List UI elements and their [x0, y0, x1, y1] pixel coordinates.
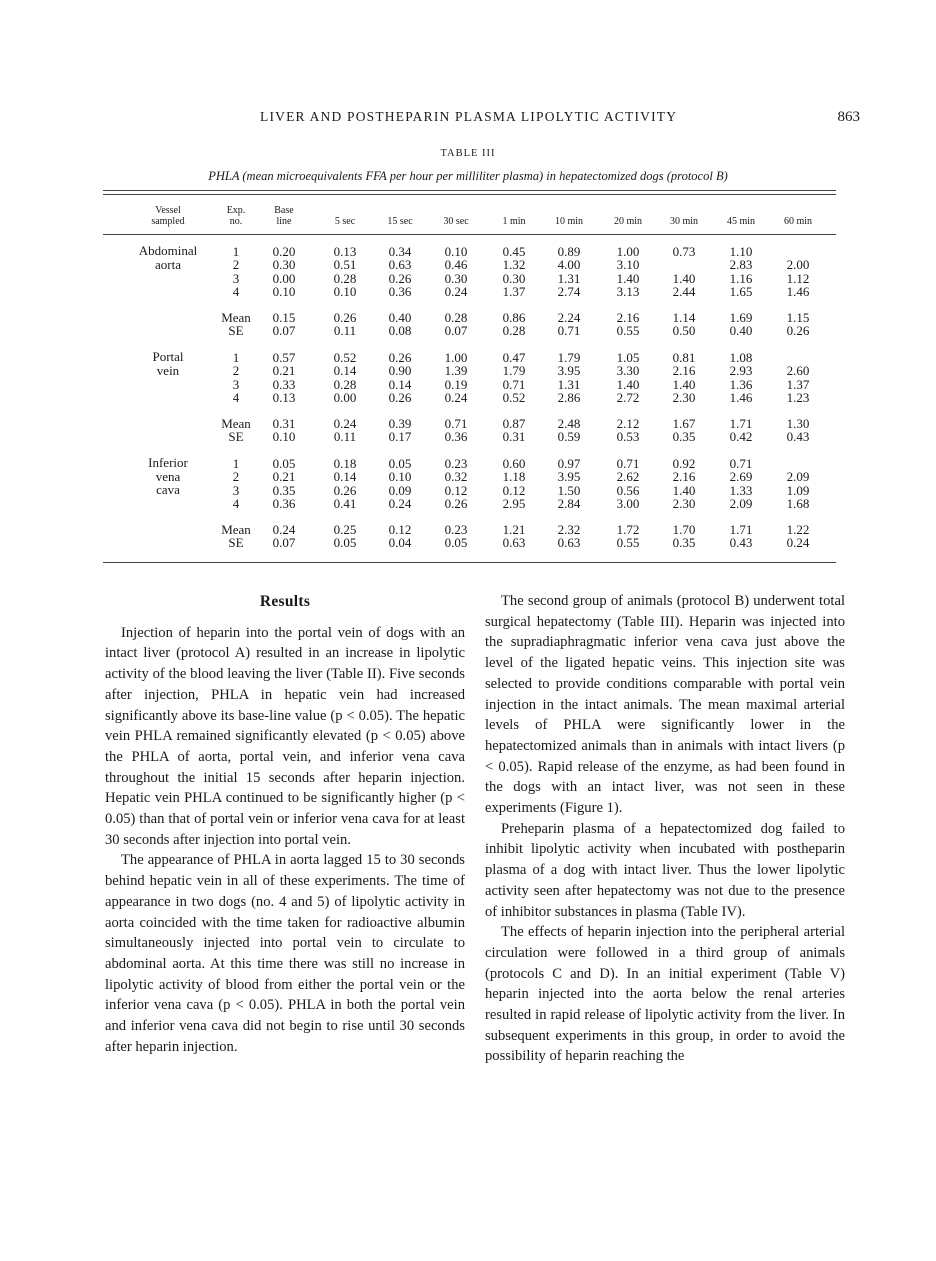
exp-cell: Mean: [221, 309, 251, 325]
value-cell: 0.31: [272, 415, 296, 431]
value-cell: 0.32: [444, 469, 468, 485]
value-cell: 2.44: [672, 284, 696, 300]
value-cell: 2.84: [557, 496, 581, 512]
value-cell: 0.63: [502, 535, 526, 550]
value-cell: 2.62: [616, 469, 640, 485]
value-cell: 0.26: [786, 323, 810, 338]
value-cell: 3.13: [616, 284, 640, 300]
exp-cell: 1: [232, 244, 240, 259]
value-cell: 0.35: [672, 535, 696, 550]
mean-row: [0, 522, 936, 536]
page-number: 863: [837, 109, 860, 125]
value-cell: 2.83: [729, 257, 753, 273]
value-cell: 0.59: [557, 429, 581, 444]
value-cell: 1.40: [672, 376, 696, 392]
value-cell: 0.36: [272, 496, 296, 512]
value-cell: 3.30: [616, 363, 640, 379]
table-top-rule-2: [103, 194, 836, 195]
value-cell: 1.12: [786, 270, 810, 286]
value-cell: 0.15: [272, 309, 296, 325]
value-cell: 0.43: [729, 535, 753, 550]
value-cell: 1.31: [557, 376, 581, 392]
value-cell: 0.30: [502, 270, 526, 286]
value-cell: 0.35: [672, 429, 696, 444]
value-cell: 0.81: [672, 350, 696, 365]
value-cell: 0.21: [272, 363, 296, 379]
value-cell: 0.13: [272, 390, 296, 406]
mean-row: [0, 310, 936, 324]
paragraph: The appearance of PHLA in aorta lagged 15 to 30 seconds behind hepatic vein in all of these experiments. The time of appearance in two dogs (no. 4 and 5) of lipolytic activity in aorta coincided with the time taken for radioactive albumin simultaneously injected into portal vein to circulate to abdominal aorta. At this time there was still no increase in lipolytic activity of blood from either the portal vein or the inferior vena cava (p < 0.05). PHLA in both the portal vein and inferior vena cava did not begin to rise until 30 seconds after heparin injection.: [105, 852, 465, 1055]
value-cell: 1.33: [729, 482, 753, 498]
value-cell: 1.40: [672, 270, 696, 286]
value-cell: 1.46: [786, 284, 810, 300]
value-cell: 2.86: [557, 390, 581, 406]
value-cell: 0.43: [786, 429, 810, 444]
value-cell: 0.23: [444, 456, 468, 471]
value-cell: 0.36: [388, 284, 412, 300]
value-cell: 0.86: [502, 309, 526, 325]
table-row: [0, 469, 936, 483]
value-cell: 1.36: [729, 376, 753, 392]
value-cell: 0.36: [444, 429, 468, 444]
value-cell: 0.20: [272, 244, 296, 259]
table-row: [0, 284, 936, 298]
exp-cell: 3: [232, 270, 240, 286]
value-cell: 1.00: [616, 244, 640, 259]
table-caption: PHLA (mean microequivalents FFA per hour per milliliter plasma) in hepatectomized dogs (protocol B): [208, 169, 728, 183]
table-row: [0, 244, 936, 258]
value-cell: 0.28: [502, 323, 526, 338]
value-cell: 0.30: [272, 257, 296, 273]
value-cell: 4.00: [557, 257, 581, 273]
value-cell: 0.11: [333, 429, 357, 444]
value-cell: 1.79: [502, 363, 526, 379]
value-cell: 0.30: [444, 270, 468, 286]
value-cell: 0.05: [388, 456, 412, 471]
value-cell: 1.71: [729, 521, 753, 537]
col-header-vessel: Vessel sampled: [151, 205, 185, 227]
col-header-time: 1 min: [502, 216, 526, 227]
value-cell: 2.93: [729, 363, 753, 379]
value-cell: 1.21: [502, 521, 526, 537]
col-header-time: 45 min: [726, 216, 756, 227]
value-cell: 0.11: [333, 323, 357, 338]
exp-cell: 4: [232, 496, 240, 512]
running-head-title: LIVER AND POSTHEPARIN PLASMA LIPOLYTIC ACTIVITY: [260, 109, 678, 124]
value-cell: 0.47: [502, 350, 526, 365]
value-cell: 0.24: [388, 496, 412, 512]
value-cell: 2.74: [557, 284, 581, 300]
value-cell: 1.05: [616, 350, 640, 365]
value-cell: 1.00: [444, 350, 468, 365]
col-header-time: 30 min: [669, 216, 699, 227]
value-cell: 1.14: [672, 309, 696, 325]
value-cell: 2.69: [729, 469, 753, 485]
value-cell: 0.35: [272, 482, 296, 498]
value-cell: 0.41: [333, 496, 357, 512]
vessel-label-line: aorta: [155, 256, 181, 272]
value-cell: 0.05: [444, 535, 468, 550]
value-cell: 0.07: [272, 323, 296, 338]
exp-cell: 2: [232, 257, 240, 273]
value-cell: 0.12: [444, 482, 468, 498]
value-cell: 1.22: [786, 521, 810, 537]
table-bottom-rule: [103, 562, 836, 563]
value-cell: 0.17: [388, 429, 412, 444]
vessel-label-line: vein: [156, 362, 180, 378]
value-cell: 3.95: [557, 363, 581, 379]
exp-cell: 3: [232, 376, 240, 392]
value-cell: 2.00: [786, 257, 810, 273]
value-cell: 1.31: [557, 270, 581, 286]
value-cell: 0.19: [444, 376, 468, 392]
table-top-rule: [103, 190, 836, 191]
col-header-time: 20 min: [613, 216, 643, 227]
value-cell: 0.26: [333, 309, 357, 325]
exp-cell: 1: [232, 456, 240, 471]
value-cell: 0.92: [672, 456, 696, 471]
value-cell: 1.40: [616, 376, 640, 392]
value-cell: 0.55: [616, 535, 640, 550]
value-cell: 2.09: [786, 469, 810, 485]
vessel-label-line: vena: [155, 468, 181, 484]
value-cell: 3.95: [557, 469, 581, 485]
value-cell: 0.42: [729, 429, 753, 444]
value-cell: 0.45: [502, 244, 526, 259]
value-cell: 0.24: [444, 390, 468, 406]
value-cell: 0.71: [557, 323, 581, 338]
value-cell: 0.63: [388, 257, 412, 273]
value-cell: 0.24: [444, 284, 468, 300]
value-cell: 0.24: [333, 415, 357, 431]
value-cell: 0.09: [388, 482, 412, 498]
exp-cell: 1: [232, 350, 240, 365]
value-cell: 2.16: [672, 469, 696, 485]
value-cell: 2.72: [616, 390, 640, 406]
value-cell: 0.07: [444, 323, 468, 338]
value-cell: 0.00: [272, 270, 296, 286]
value-cell: 0.13: [333, 244, 357, 259]
table-row: [0, 390, 936, 404]
value-cell: 0.26: [388, 270, 412, 286]
vessel-label-line: Portal: [152, 349, 184, 364]
value-cell: 0.46: [444, 257, 468, 273]
exp-cell: 2: [232, 363, 240, 379]
right-column: [485, 591, 845, 1067]
value-cell: 0.26: [444, 496, 468, 512]
value-cell: 0.50: [672, 323, 696, 338]
value-cell: 0.52: [502, 390, 526, 406]
value-cell: 0.14: [333, 363, 357, 379]
value-cell: 1.69: [729, 309, 753, 325]
value-cell: 0.12: [388, 521, 412, 537]
value-cell: 2.09: [729, 496, 753, 512]
value-cell: 0.10: [333, 284, 357, 300]
value-cell: 0.63: [557, 535, 581, 550]
value-cell: 0.05: [272, 456, 296, 471]
value-cell: 0.71: [444, 415, 468, 431]
value-cell: 1.39: [444, 363, 468, 379]
value-cell: 1.70: [672, 521, 696, 537]
mean-row: [0, 416, 936, 430]
value-cell: 1.40: [672, 482, 696, 498]
value-cell: 0.60: [502, 456, 526, 471]
value-cell: 0.87: [502, 415, 526, 431]
value-cell: 0.97: [557, 456, 581, 471]
col-header-time: 60 min: [783, 216, 813, 227]
vessel-label-line: Abdominal: [138, 243, 198, 258]
value-cell: 2.24: [557, 309, 581, 325]
value-cell: 2.16: [672, 363, 696, 379]
value-cell: 0.05: [333, 535, 357, 550]
table-row: [0, 496, 936, 510]
value-cell: 0.52: [333, 350, 357, 365]
table-row: [0, 377, 936, 391]
value-cell: 1.68: [786, 496, 810, 512]
value-cell: 0.28: [444, 309, 468, 325]
value-cell: 1.16: [729, 270, 753, 286]
exp-cell: 2: [232, 469, 240, 485]
value-cell: 1.67: [672, 415, 696, 431]
results-heading: Results: [259, 593, 311, 610]
table-label: TABLE III: [440, 148, 496, 159]
value-cell: 0.31: [502, 429, 526, 444]
value-cell: 0.28: [333, 376, 357, 392]
value-cell: 0.21: [272, 469, 296, 485]
value-cell: 3.00: [616, 496, 640, 512]
value-cell: 0.26: [388, 350, 412, 365]
vessel-label-line: Inferior: [148, 455, 188, 470]
value-cell: 0.34: [388, 244, 412, 259]
value-cell: 2.30: [672, 390, 696, 406]
value-cell: 3.10: [616, 257, 640, 273]
exp-cell: 4: [232, 284, 240, 300]
value-cell: 0.53: [616, 429, 640, 444]
value-cell: 1.71: [729, 415, 753, 431]
value-cell: 1.32: [502, 257, 526, 273]
col-header-time: 10 min: [554, 216, 584, 227]
exp-cell: SE: [228, 429, 244, 444]
exp-cell: SE: [228, 323, 244, 338]
col-header-time: 30 sec: [443, 216, 469, 227]
value-cell: 0.51: [333, 257, 357, 273]
value-cell: 0.71: [729, 456, 753, 471]
value-cell: 0.28: [333, 270, 357, 286]
exp-cell: Mean: [221, 415, 251, 431]
col-header-time: 15 sec: [387, 216, 413, 227]
value-cell: 1.79: [557, 350, 581, 365]
value-cell: 0.14: [333, 469, 357, 485]
value-cell: 1.18: [502, 469, 526, 485]
value-cell: 0.10: [388, 469, 412, 485]
value-cell: 0.14: [388, 376, 412, 392]
value-cell: 2.30: [672, 496, 696, 512]
value-cell: 0.71: [616, 456, 640, 471]
value-cell: 1.10: [729, 244, 753, 259]
value-cell: 0.04: [388, 535, 412, 550]
value-cell: 1.65: [729, 284, 753, 300]
value-cell: 0.07: [272, 535, 296, 550]
se-row: [0, 535, 936, 549]
value-cell: 0.23: [444, 521, 468, 537]
value-cell: 1.23: [786, 390, 810, 406]
value-cell: 1.30: [786, 415, 810, 431]
exp-cell: 4: [232, 390, 240, 406]
table-header-rule: [103, 234, 836, 235]
col-header-time: 5 sec: [334, 216, 356, 227]
value-cell: 0.10: [272, 284, 296, 300]
value-cell: 0.24: [786, 535, 810, 550]
value-cell: 0.73: [672, 244, 696, 259]
value-cell: 0.18: [333, 456, 357, 471]
paragraph: The second group of animals (protocol B) underwent total surgical hepatectomy (Table III). Heparin was injected into the supradiaphragmatic inferior vena cava just above the level of the ligated hepatic veins. This injection site was selected to provide conditions comparable with portal vein injection in the intact animals. The mean maximal arterial levels of PHLA were significantly lower in the hepatectomized animals than in animals with intact livers (p < 0.05). Rapid release of the enzyme, as had been found in the dogs with an intact liver, was not seen in these experiments (Figure 1).: [485, 593, 845, 817]
value-cell: 0.12: [502, 482, 526, 498]
left-column: [105, 592, 465, 1057]
value-cell: 1.37: [502, 284, 526, 300]
value-cell: 1.46: [729, 390, 753, 406]
value-cell: 0.00: [333, 390, 357, 406]
col-header-baseline: Base line: [274, 205, 294, 227]
value-cell: 0.71: [502, 376, 526, 392]
value-cell: 0.26: [388, 390, 412, 406]
value-cell: 0.08: [388, 323, 412, 338]
value-cell: 2.60: [786, 363, 810, 379]
paragraph: Injection of heparin into the portal vein of dogs with an intact liver (protocol A) resulted in an increase in lipolytic activity of the blood leaving the liver (Table II). Five seconds after injection, PHLA in hepatic vein had increased significantly above its base-line value (p < 0.05). The hepatic vein PHLA remained significantly elevated (p < 0.05) above the PHLA of aorta, portal vein, and inferior vena cava throughout the initial 15 seconds after heparin injection. Hepatic vein PHLA continued to be significantly higher (p < 0.05) than that of portal vein or inferior vena cava for at least 30 seconds after injection into portal vein.: [105, 624, 465, 848]
value-cell: 0.90: [388, 363, 412, 379]
exp-cell: SE: [228, 535, 244, 550]
value-cell: 0.33: [272, 376, 296, 392]
value-cell: 0.57: [272, 350, 296, 365]
value-cell: 2.32: [557, 521, 581, 537]
value-cell: 2.12: [616, 415, 640, 431]
se-row: [0, 429, 936, 443]
table-row: [0, 350, 936, 364]
paragraph: Preheparin plasma of a hepatectomized dog failed to inhibit lipolytic activity when incubated with postheparin plasma of a dog with intact liver. Thus the lower lipolytic activity seen after hepatectomy was not due to the presence of inhibitor substances in plasma (Table IV).: [485, 820, 845, 920]
value-cell: 1.08: [729, 350, 753, 365]
value-cell: 0.89: [557, 244, 581, 259]
exp-cell: Mean: [221, 521, 251, 537]
value-cell: 1.50: [557, 482, 581, 498]
value-cell: 1.09: [786, 482, 810, 498]
vessel-label-line: cava: [156, 482, 180, 497]
table-row: [0, 271, 936, 285]
table-row: [0, 257, 936, 271]
col-header-exp: Exp. no.: [226, 205, 246, 227]
table-row: [0, 456, 936, 470]
value-cell: 0.40: [388, 309, 412, 325]
value-cell: 1.37: [786, 376, 810, 392]
value-cell: 0.55: [616, 323, 640, 338]
value-cell: 2.16: [616, 309, 640, 325]
value-cell: 0.26: [333, 482, 357, 498]
paragraph: The effects of heparin injection into the peripheral arterial circulation were followed in a third group of animals (protocols C and D). In an initial experiment (Table V) heparin injected into the aorta below the renal arteries resulted in rapid release of lipolytic activity from the liver. In subsequent experiments in this group, in order to avoid the possibility of heparin reaching the: [485, 924, 845, 1065]
value-cell: 0.39: [388, 415, 412, 431]
se-row: [0, 323, 936, 337]
value-cell: 2.48: [557, 415, 581, 431]
value-cell: 1.72: [616, 521, 640, 537]
value-cell: 0.24: [272, 521, 296, 537]
exp-cell: 3: [232, 482, 240, 498]
value-cell: 0.10: [444, 244, 468, 259]
value-cell: 0.25: [333, 521, 357, 537]
value-cell: 2.95: [502, 496, 526, 512]
value-cell: 0.10: [272, 429, 296, 444]
table-row: [0, 483, 936, 497]
value-cell: 1.15: [786, 309, 810, 325]
value-cell: 0.40: [729, 323, 753, 338]
table-row: [0, 363, 936, 377]
value-cell: 1.40: [616, 270, 640, 286]
value-cell: 0.56: [616, 482, 640, 498]
